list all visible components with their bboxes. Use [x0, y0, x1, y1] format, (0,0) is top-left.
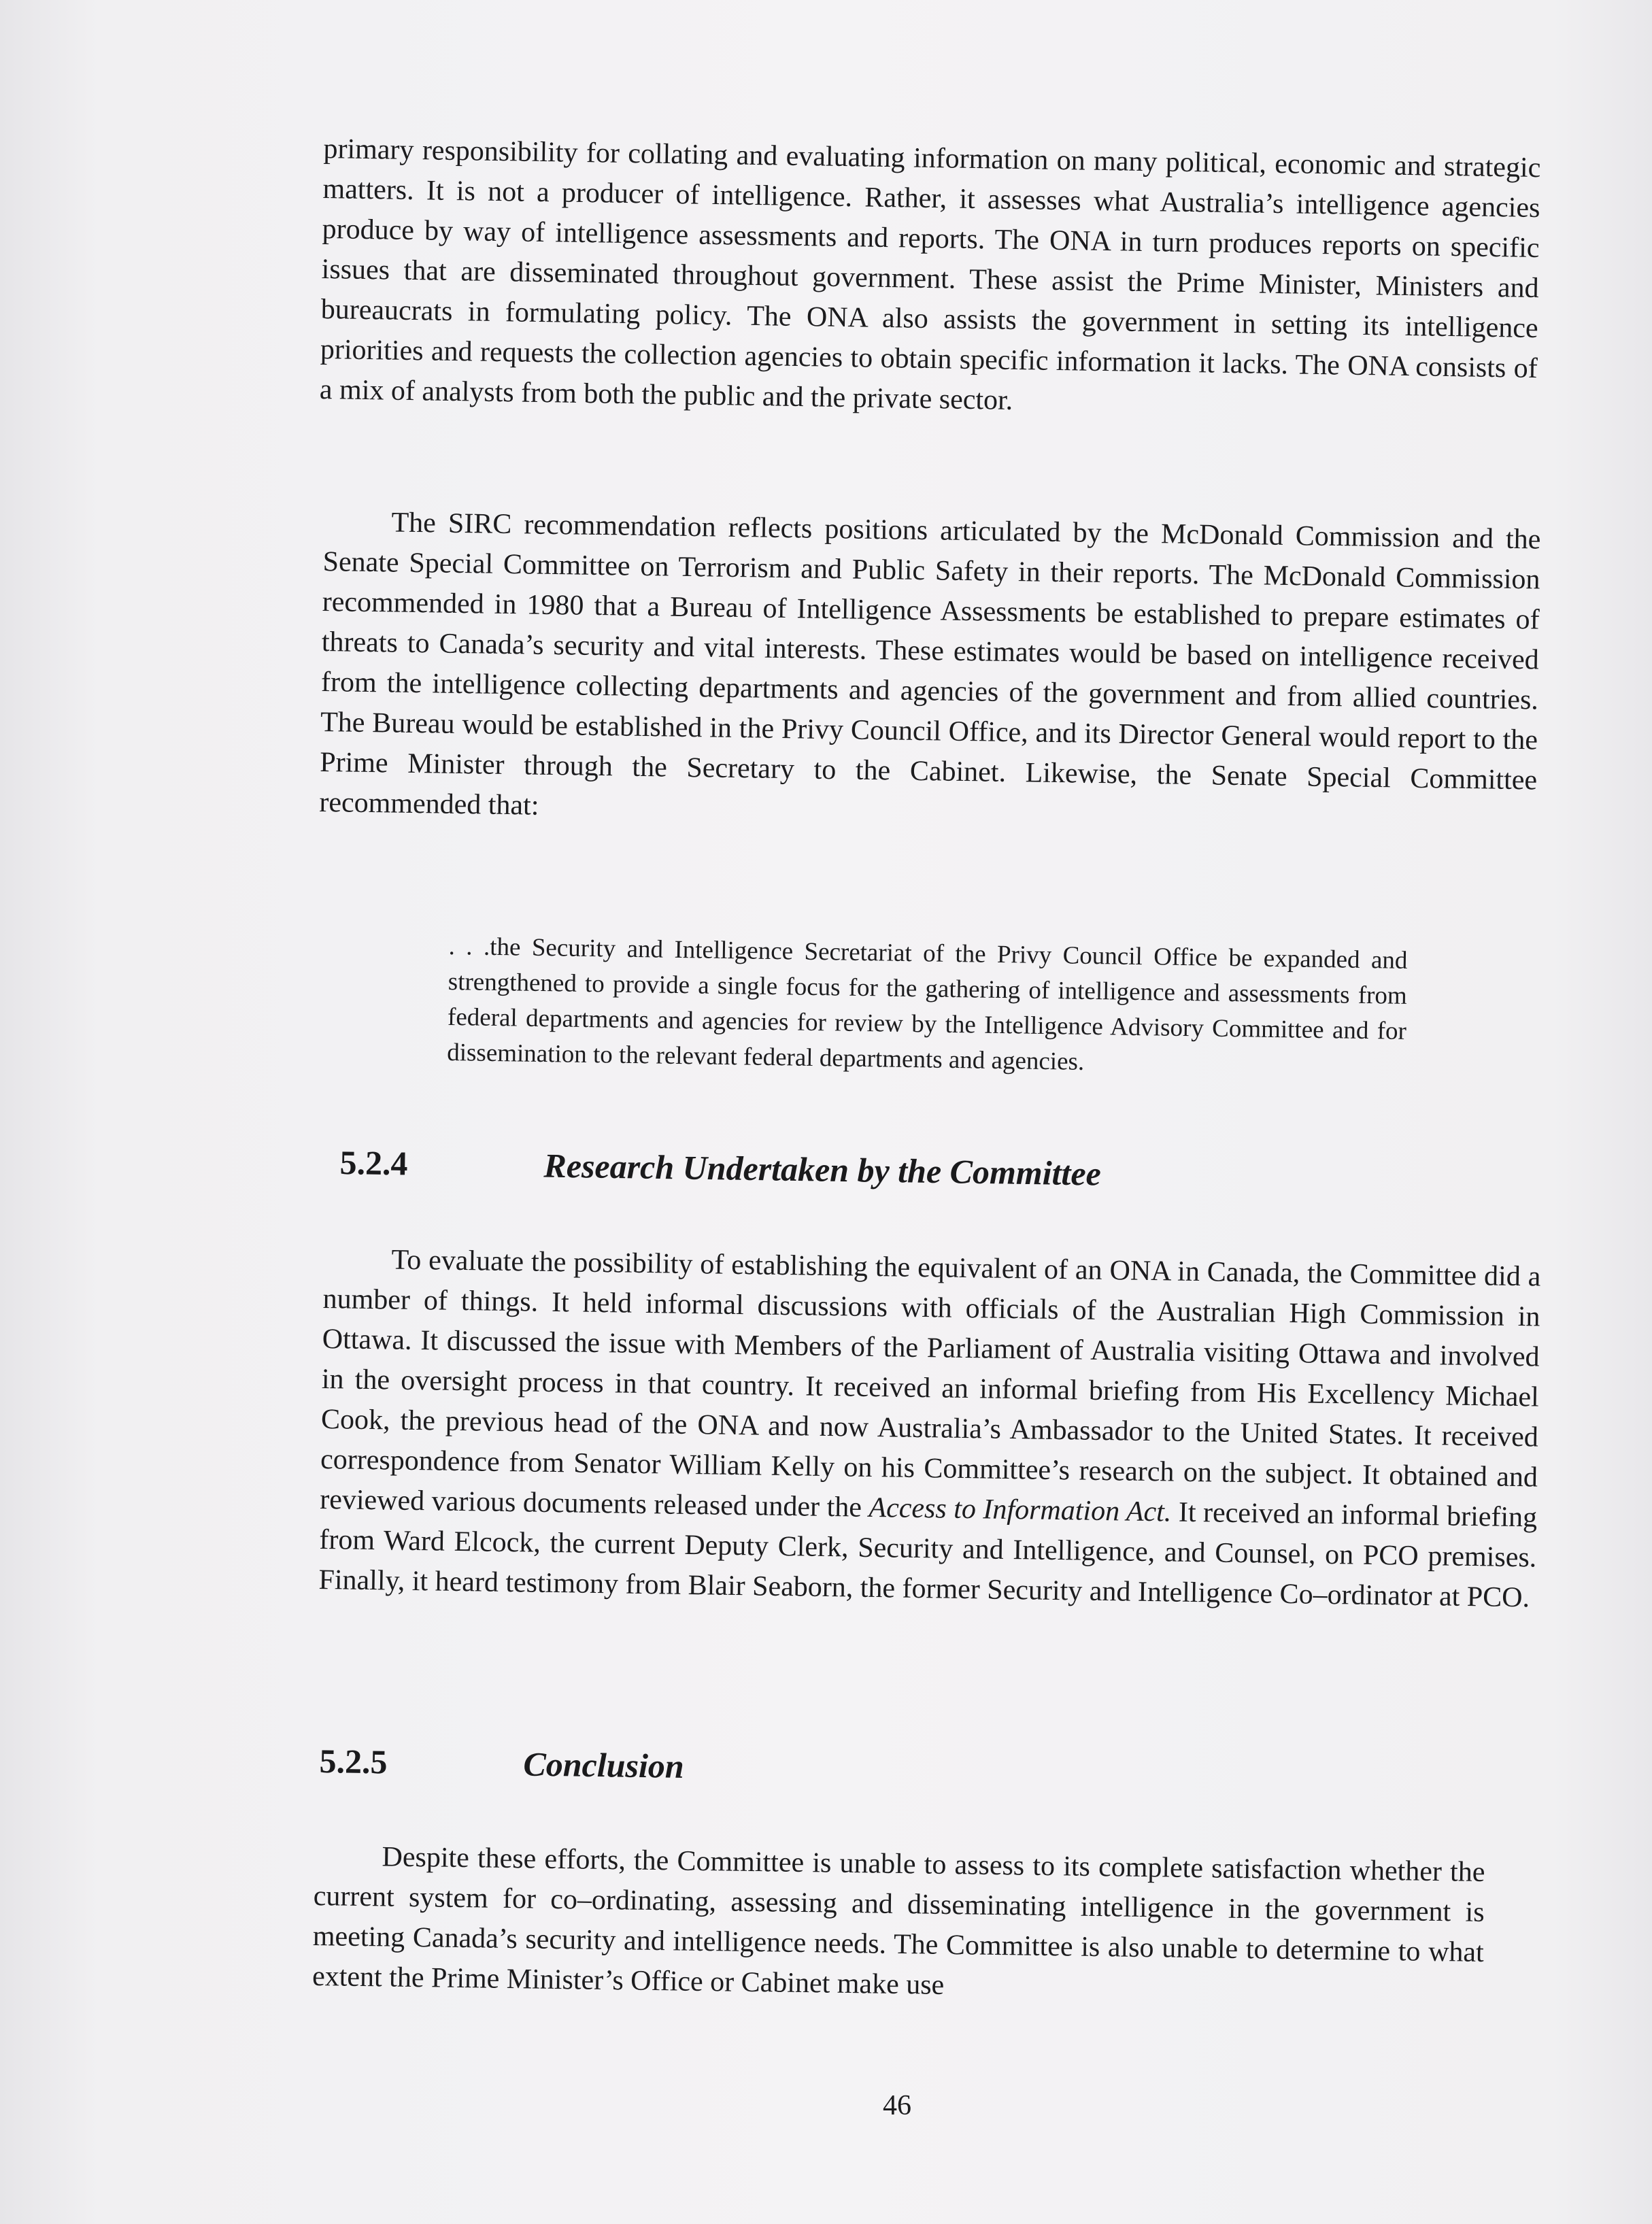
section-title: Research Undertaken by the Committee [543, 1146, 1102, 1193]
page-number: 46 [883, 2090, 911, 2121]
paragraph-conclusion [312, 1836, 1485, 2013]
section-number: 5.2.5 [319, 1742, 388, 1781]
paragraph-text: Despite these efforts, the Committee is unable to assess to its complete satisfaction whether the current system for co–ordinating, assessing and disseminating intelligence in the government is meeting Canada’s security and intelligence needs. The Committee is also unable to determine to what extent the Prime Minister’s Office or Cabinet make use [311, 1841, 1485, 2001]
paragraph-text: The SIRC recommendation reflects positions articulated by the McDonald Commission and the Senate Special Committee on Terrorism and Public Safety in their reports. The McDonald Commission recommended in 1980 that a Bureau of Intelligence Assessments be established to prepare estimates of threats to Canada’s security and vital interests. These estimates would be based on intelligence received from the intelligence collecting departments and agencies of the government and from allied countries. The Bureau would be established in the Privy Council Office, and its Director General would report to the Prime Minister through the Secretary to the Cabinet. Likewise, the Senate Special Committee recommended that: [319, 507, 1541, 822]
section-title: Conclusion [523, 1745, 685, 1785]
act-title-italic: Access to Information Act. [869, 1492, 1172, 1528]
paragraph-ona-description [320, 129, 1541, 429]
paragraph-text: primary responsibility for collating and evaluating information on many political, economic and strategic matters. It is not a producer of intelligence. Rather, it assesses what Australia’s intelligence agencies produce by way of intelligence assessments and reports. The ONA in turn produces reports on specific issues that are disseminated throughout government. These assist the Prime Minister, Ministers and bureaucrats in formulating policy. The ONA also assists the government in setting its intelligence priorities and requests the collection agencies to obtain specific information it lacks. The ONA consists of a mix of analysts from both the public and the private sector. [319, 133, 1541, 416]
paragraph-text-main: To evaluate the possibility of establishing the equivalent of an ONA in Canada, the Committee did a number of things. It held informal discussions with officials of the Australian High Commission in Ottawa. It discussed the issue with Members of the Parliament of Australia visiting Ottawa and involved in the oversight process in that country. It received an informal briefing from His Excellency Michael Cook, the previous head of the ONA and now Australia’s Ambassador to the United States. It received correspondence from Senator William Kelly on his Committee’s research on the subject. It obtained and reviewed various documents released under the [319, 1244, 1541, 1523]
section-heading-conclusion [319, 1741, 684, 1786]
paragraph-text-end: It received an informal briefing from Ward Elcock, the current Deputy Clerk, Security and Intelligence, and Counsel, on PCO premises. Finally, it heard testimony from Blair Seaborn, the former Security and Intelligence Co–ordinator at PCO. [318, 1496, 1538, 1614]
section-number: 5.2.4 [339, 1143, 408, 1183]
section-heading-research [339, 1143, 1101, 1194]
paragraph-text [318, 1239, 1541, 1618]
quote-text: . . .the Security and Intelligence Secretariat of the Privy Council Office be expanded and strengthened to provide a single focus for the gathering of intelligence and assessments from federal departments and agencies for review by the Intelligence Advisory Committee and for dissemination to the relevant federal departments and agencies. [447, 932, 1408, 1076]
paragraph-sirc-recommendation [319, 502, 1541, 841]
block-quote-senate-committee [447, 929, 1408, 1085]
paragraph-research-undertaken [318, 1239, 1541, 1618]
